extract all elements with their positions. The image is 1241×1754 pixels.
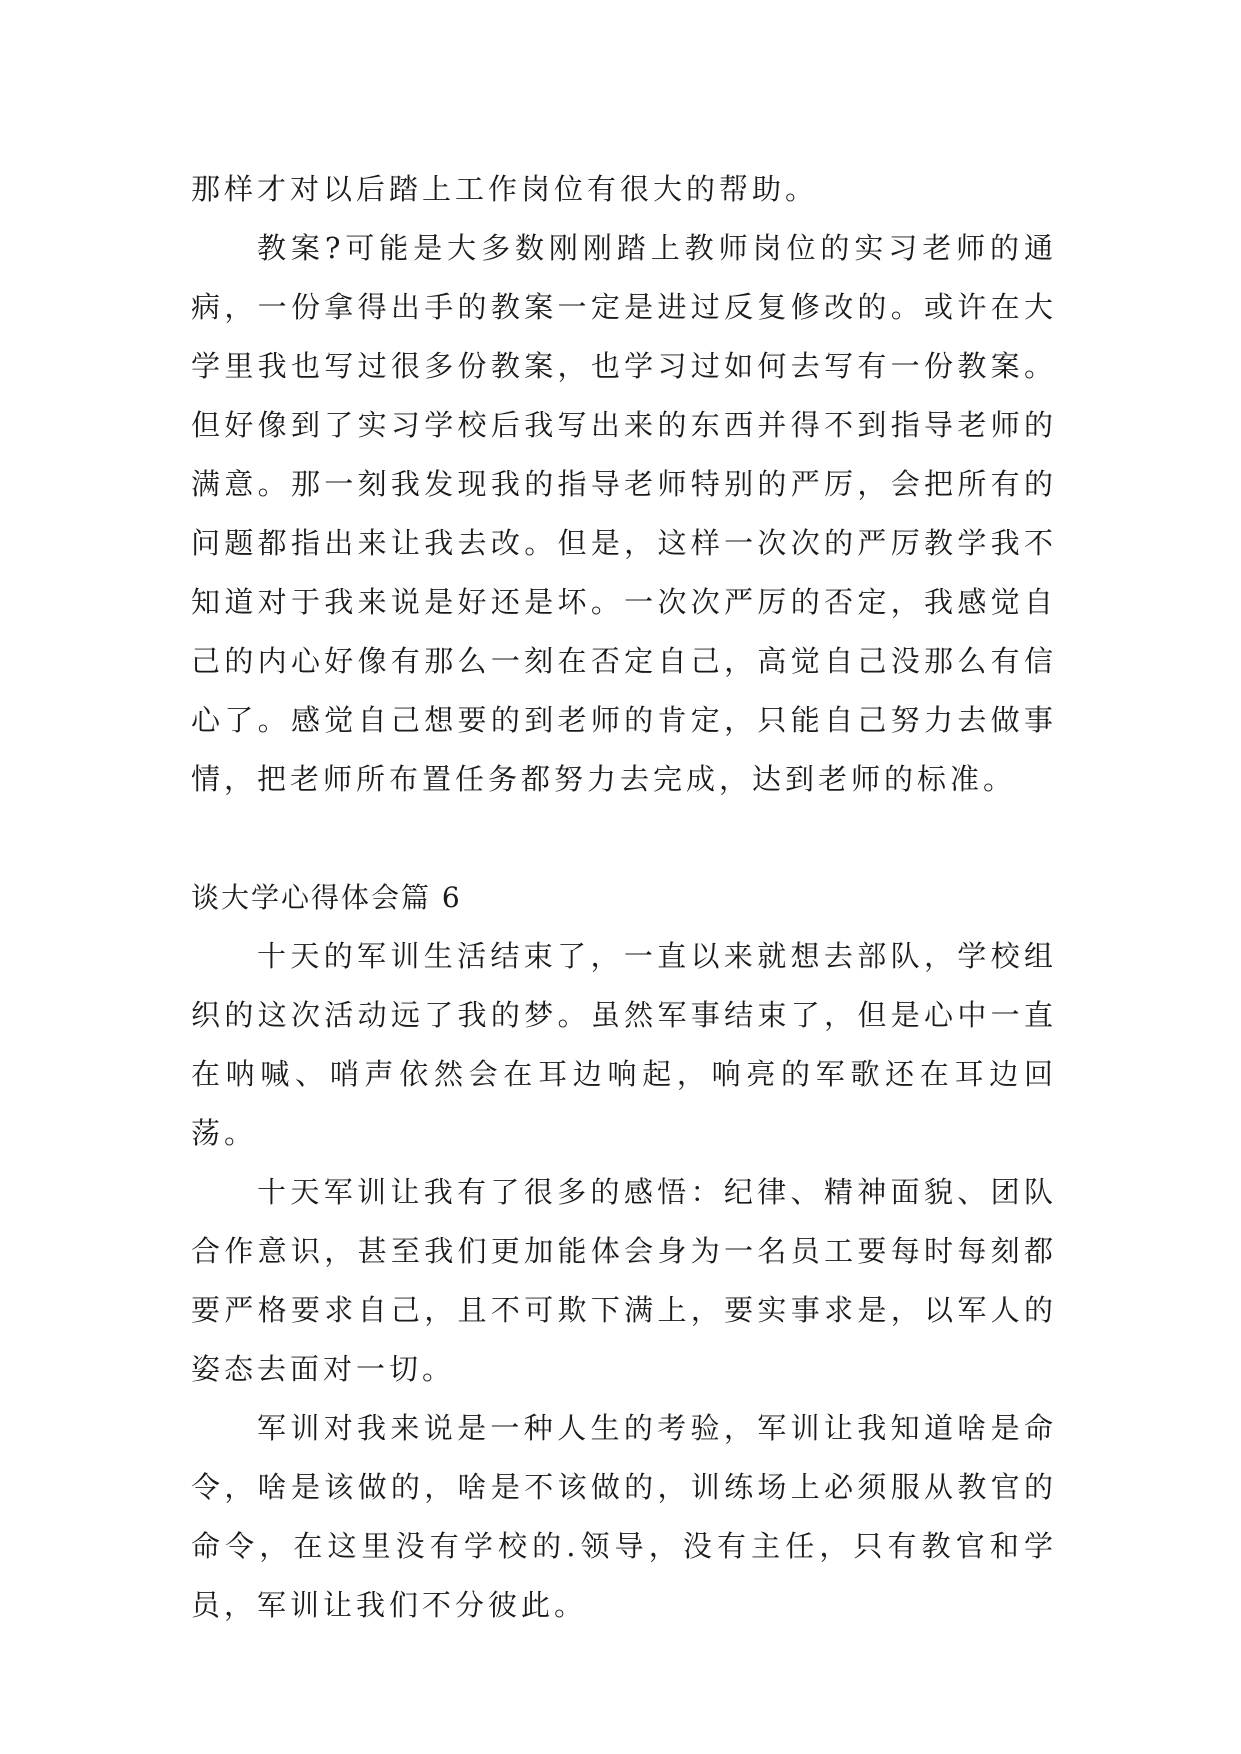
paragraph-military-training-3: 军训对我来说是一种人生的考验，军训让我知道啥是命令，啥是该做的，啥是不该做的，训练场上必须服从教官的命令，在这里没有学校的.领导，没有主任，只有教官和学员，军训让我们不分彼此。 [191, 1411, 1057, 1622]
document-body [191, 160, 1057, 1635]
paragraph-continuation: 那样才对以后踏上工作岗位有很大的帮助。 [191, 172, 819, 206]
paragraph-military-training-2: 十天军训让我有了很多的感悟：纪律、精神面貌、团队合作意识，甚至我们更加能体会身为一名员工要每时每刻都要严格要求自己，且不可欺下满上，要实事求是，以军人的姿态去面对一切。 [191, 1175, 1057, 1386]
paragraph-lesson-plan: 教案?可能是大多数刚刚踏上教师岗位的实习老师的通病，一份拿得出手的教案一定是进过反复修改的。或许在大学里我也写过很多份教案，也学习过如何去写有一份教案。但好像到了实习学校后我写出来的东西并得不到指导老师的满意。那一刻我发现我的指导老师特别的严厉，会把所有的问题都指出来让我去改。但是，这样一次次的严厉教学我不知道对于我来说是好还是坏。一次次严厉的否定，我感觉自己的内心好像有那么一刻在否定自己，高觉自己没那么有信心了。感觉自己想要的到老师的肯定，只能自己努力去做事情，把老师所布置任务都努力去完成，达到老师的标准。 [191, 231, 1057, 796]
paragraph-military-training-1: 十天的军训生活结束了，一直以来就想去部队，学校组织的这次活动远了我的梦。虽然军事结束了，但是心中一直在呐喊、哨声依然会在耳边响起，响亮的军歌还在耳边回荡。 [191, 939, 1057, 1150]
section-heading: 谈大学心得体会篇 6 [191, 881, 462, 914]
section-gap [191, 809, 1057, 868]
